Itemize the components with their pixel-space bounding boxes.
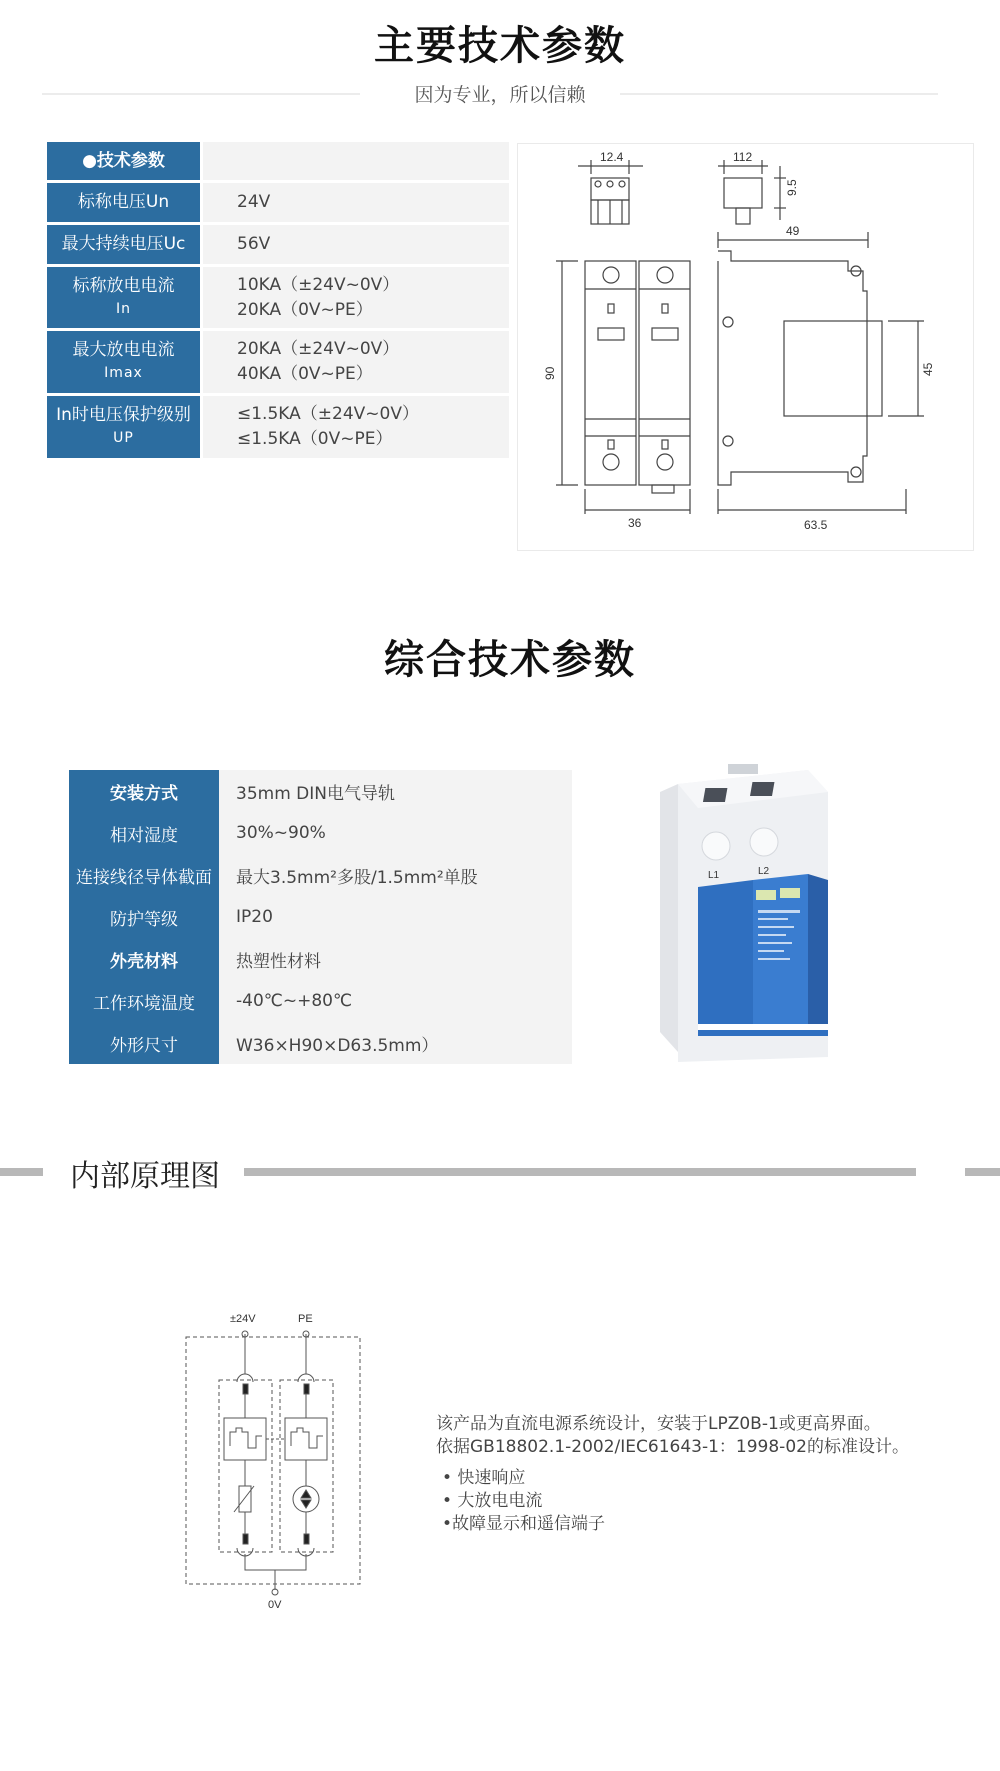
spec-row	[47, 183, 509, 222]
spec-row	[47, 331, 509, 393]
spec-value-text: 20KA（±24V~0V）	[237, 339, 400, 359]
internal-schematic	[182, 1308, 364, 1613]
spec-value	[203, 267, 509, 328]
general-spec-row	[69, 1022, 572, 1064]
feature-item: • 快速响应	[442, 1468, 526, 1488]
general-spec-table	[69, 770, 572, 1064]
general-spec-value: 热塑性材料	[236, 951, 321, 972]
general-spec-row	[69, 812, 572, 854]
section3-divider-left	[0, 1168, 43, 1176]
spec-row	[47, 142, 509, 180]
schematic-label-top-left: ±24V	[230, 1313, 256, 1325]
plug-shape	[724, 178, 762, 208]
front-pole-left	[585, 261, 636, 485]
section2-title: 综合技术参数	[384, 637, 636, 683]
dim-label: 45	[921, 362, 935, 376]
subtitle-divider-right	[620, 93, 938, 95]
dim-label: 36	[628, 516, 642, 530]
outer-enclosure	[186, 1337, 360, 1584]
section1-subtitle: 因为专业，所以信赖	[414, 84, 586, 106]
general-spec-value: 30%~90%	[236, 823, 326, 843]
main-spec-table	[47, 142, 509, 461]
general-spec-label: 外壳材料	[69, 938, 219, 980]
feature-item: •故障显示和遥信端子	[442, 1514, 606, 1534]
spec-label-subtext: Imax	[104, 365, 143, 381]
spec-label	[47, 183, 200, 222]
spec-value-text: 20KA（0V~PE）	[237, 299, 373, 320]
spec-row	[47, 396, 509, 458]
spec-label	[47, 267, 200, 328]
spec-value-text: 24V	[237, 192, 271, 212]
feature-item: • 大放电电流	[442, 1491, 543, 1511]
section3-divider-right	[965, 1168, 1000, 1176]
general-spec-label: 安装方式	[69, 770, 219, 812]
spec-label-text: 标称放电电流	[72, 275, 175, 296]
spec-label-subtext: UP	[113, 430, 134, 446]
general-spec-row	[69, 854, 572, 896]
product-image	[658, 762, 873, 1072]
general-spec-value: IP20	[236, 907, 273, 927]
spec-value	[203, 183, 509, 222]
spec-value-text: 40KA（0V~PE）	[237, 364, 373, 384]
spec-label	[47, 396, 200, 458]
schematic-svg	[182, 1308, 364, 1613]
spec-row	[47, 225, 509, 264]
spec-label-text: ●技术参数	[82, 150, 165, 171]
description-line: 依据GB18802.1-2002/IEC61643-1：1998-02的标准设计。	[436, 1437, 909, 1457]
spec-label-subtext: In	[115, 300, 131, 317]
section1-title: 主要技术参数	[374, 23, 626, 69]
dimension-drawing	[517, 143, 974, 551]
general-spec-label: 工作环境温度	[69, 980, 219, 1022]
general-spec-value: 最大3.5mm²多股/1.5mm²单股	[236, 867, 478, 888]
general-spec-value: 35mm DIN电气导轨	[236, 783, 395, 804]
spec-label-text: 最大放电电流	[72, 340, 175, 360]
varistor-icon	[239, 1486, 251, 1512]
spec-label	[47, 142, 200, 180]
spec-value	[203, 142, 509, 180]
spec-value-text: 10KA（±24V~0V）	[237, 274, 400, 295]
dim-label: 63.5	[804, 518, 828, 532]
general-spec-value: W36×H90×D63.5mm）	[236, 1035, 439, 1056]
spec-value	[203, 331, 509, 393]
description-line: 该产品为直流电源系统设计，安装于LPZ0B-1或更高界面。	[436, 1414, 881, 1434]
front-pole-right	[639, 261, 690, 485]
side-profile	[718, 251, 867, 485]
schematic-label-top-right: PE	[298, 1313, 313, 1325]
spec-label-text: In时电压保护级别	[56, 405, 191, 425]
section3-title: 内部原理图	[70, 1159, 220, 1194]
general-spec-label: 外形尺寸	[69, 1022, 219, 1064]
spec-label-text: 最大持续电压Uc	[61, 234, 186, 254]
spec-label	[47, 331, 200, 393]
terminal-label-l2: L2	[758, 866, 770, 877]
spec-value	[203, 225, 509, 264]
feature-list	[442, 1467, 605, 1536]
general-spec-row	[69, 938, 572, 980]
general-spec-label: 相对湿度	[69, 812, 219, 854]
spec-label	[47, 225, 200, 264]
general-spec-row	[69, 770, 572, 812]
spec-label-text: 标称电压Un	[77, 192, 170, 212]
surge-protector-illustration	[658, 762, 873, 1072]
general-spec-label: 连接线径导体截面	[69, 854, 219, 896]
general-spec-label: 防护等级	[69, 896, 219, 938]
terminal-label-l1: L1	[708, 870, 720, 881]
schematic-label-bottom: 0V	[268, 1599, 282, 1611]
general-spec-row	[69, 980, 572, 1022]
dim-label: 9.5	[785, 179, 799, 196]
spec-value-text: ≤1.5KA（0V~PE）	[237, 429, 393, 449]
spec-value	[203, 396, 509, 458]
dim-label: 90	[543, 366, 557, 380]
product-description	[436, 1413, 909, 1459]
spec-row	[47, 267, 509, 328]
dimension-drawing-svg	[518, 144, 973, 550]
general-spec-row	[69, 896, 572, 938]
dim-label: 112	[733, 150, 753, 164]
dim-label: 49	[786, 224, 800, 238]
spec-value-text: ≤1.5KA（±24V~0V）	[237, 404, 419, 424]
spec-value-text: 56V	[237, 234, 271, 254]
general-spec-value: -40℃~+80℃	[236, 991, 353, 1011]
dim-label: 12.4	[600, 150, 624, 164]
section3-divider-mid	[244, 1168, 916, 1176]
